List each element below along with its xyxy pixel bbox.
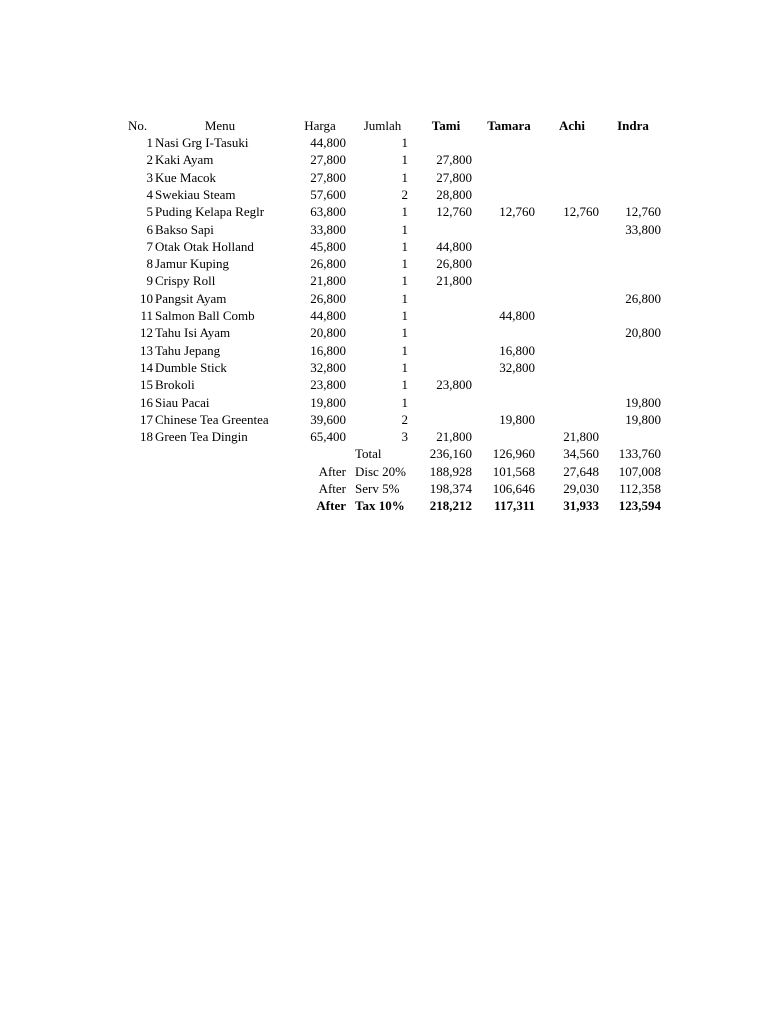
cell-achi: [537, 342, 599, 359]
cell-indra: 33,800: [625, 221, 661, 237]
summary-label: Disc 20%: [355, 463, 406, 479]
summary-achi: 34,560: [563, 446, 599, 462]
cell-menu: Kaki Ayam: [155, 152, 214, 168]
cell-no: 1: [146, 135, 153, 150]
cell-tami: 26,800: [436, 256, 472, 272]
cell-tamara: 16,800: [499, 342, 535, 358]
cell-no: 14: [140, 359, 153, 375]
cell-achi: [537, 238, 599, 255]
cell-menu: Jamur Kuping: [155, 256, 230, 272]
cell-harga: 65,400: [310, 429, 346, 445]
table-row: [0, 342, 768, 359]
cell-menu: Swekiau Steam: [155, 186, 236, 202]
summary-tamara: 106,646: [492, 481, 535, 496]
cell-indra: 19,800: [625, 394, 661, 410]
cell-harga: 32,800: [310, 359, 346, 375]
summary-achi: 27,648: [563, 463, 599, 479]
cell-menu: Tahu Isi Ayam: [155, 325, 231, 341]
cell-menu: Chinese Tea Greentea: [155, 411, 269, 427]
cell-tami: [412, 324, 472, 341]
cell-menu: Salmon Ball Comb: [155, 308, 255, 323]
header-tamara: Tamara: [487, 118, 531, 133]
table-row: [0, 255, 768, 272]
cell-indra: [601, 376, 661, 393]
cell-indra: [601, 238, 661, 255]
table-row: [0, 428, 768, 445]
summary-indra: 112,358: [619, 481, 661, 496]
cell-jumlah: 1: [401, 377, 408, 393]
header-jumlah: Jumlah: [363, 118, 402, 133]
cell-no: 7: [146, 238, 153, 254]
cell-no: 6: [146, 221, 153, 237]
cell-menu: Pangsit Ayam: [155, 290, 227, 306]
header-tami: Tami: [431, 118, 461, 133]
cell-no: 9: [146, 273, 153, 289]
cell-harga: 20,800: [310, 325, 346, 341]
cell-tami: [412, 134, 472, 151]
summary-row: [0, 445, 768, 462]
cell-achi: [537, 272, 599, 289]
cell-tami: [412, 394, 472, 411]
cell-achi: [537, 411, 599, 428]
cell-menu: Dumble Stick: [155, 359, 227, 375]
cell-tamara: [474, 134, 535, 151]
summary-label-after: After: [318, 481, 346, 496]
cell-tamara: 44,800: [499, 308, 535, 323]
cell-harga: 27,800: [310, 152, 346, 168]
cell-harga: 27,800: [310, 169, 346, 185]
cell-tamara: 19,800: [499, 411, 535, 427]
cell-no: 8: [146, 256, 153, 272]
cell-tami: 23,800: [436, 377, 472, 393]
cell-harga: 44,800: [310, 135, 346, 150]
cell-tamara: [474, 428, 535, 445]
summary-tami: 188,928: [429, 463, 472, 479]
cell-harga: 16,800: [310, 342, 346, 358]
cell-tami: 28,800: [436, 186, 472, 202]
cell-no: 15: [140, 377, 153, 393]
summary-indra: 133,760: [618, 446, 661, 462]
summary-tamara: 117,311: [494, 498, 535, 514]
cell-tami: 27,800: [436, 169, 472, 185]
cell-no: 11: [140, 308, 153, 323]
cell-indra: [601, 255, 661, 272]
cell-jumlah: 2: [401, 411, 408, 427]
cell-achi: [537, 394, 599, 411]
cell-achi: 12,760: [563, 204, 599, 220]
cell-tamara: [474, 238, 535, 255]
cell-no: 13: [140, 342, 153, 358]
summary-tamara: 101,568: [492, 463, 535, 479]
cell-indra: [601, 307, 661, 324]
cell-indra: [601, 272, 661, 289]
cell-no: 18: [140, 429, 153, 445]
table-row: [0, 203, 768, 220]
cell-jumlah: 1: [401, 342, 408, 358]
summary-tami: 218,212: [429, 498, 472, 514]
cell-tamara: [474, 169, 535, 186]
table-row: [0, 307, 768, 324]
cell-no: 3: [146, 169, 153, 185]
table-row: [0, 169, 768, 186]
cell-tamara: [474, 151, 535, 168]
cell-tami: [412, 307, 472, 324]
table-row: [0, 376, 768, 393]
cell-jumlah: 1: [401, 290, 408, 306]
cell-jumlah: 3: [401, 429, 408, 445]
cell-achi: [537, 255, 599, 272]
cell-indra: [601, 134, 661, 151]
cell-tami: [412, 359, 472, 376]
cell-tamara: [474, 186, 535, 203]
cell-no: 17: [140, 411, 153, 427]
header-harga: Harga: [304, 118, 336, 133]
cell-tami: 44,800: [436, 238, 472, 254]
cell-achi: [537, 151, 599, 168]
cell-harga: 44,800: [310, 308, 346, 323]
cell-indra: [601, 428, 661, 445]
cell-harga: 57,600: [310, 186, 346, 202]
table-row: [0, 290, 768, 307]
table-row: [0, 359, 768, 376]
cell-jumlah: 1: [401, 221, 408, 237]
cell-achi: [537, 169, 599, 186]
cell-jumlah: 2: [401, 186, 408, 202]
cell-achi: 21,800: [563, 429, 599, 445]
cell-tamara: 12,760: [499, 204, 535, 220]
cell-jumlah: 1: [401, 359, 408, 375]
cell-jumlah: 1: [401, 152, 408, 168]
cell-tamara: [474, 221, 535, 238]
cell-menu: Brokoli: [155, 377, 195, 393]
cell-harga: 19,800: [310, 394, 346, 410]
header-menu: Menu: [204, 118, 236, 133]
cell-menu: Green Tea Dingin: [155, 429, 248, 445]
cell-tami: 12,760: [436, 204, 472, 220]
cell-menu: Nasi Grg I-Tasuki: [155, 135, 249, 150]
summary-tami: 198,374: [429, 481, 472, 496]
table-row: [0, 151, 768, 168]
cell-jumlah: 1: [401, 325, 408, 341]
cell-jumlah: 1: [401, 273, 408, 289]
cell-indra: [601, 151, 661, 168]
summary-label: Total: [355, 446, 382, 462]
cell-indra: 26,800: [625, 290, 661, 306]
cell-achi: [537, 376, 599, 393]
summary-indra: 123,594: [618, 498, 661, 514]
cell-achi: [537, 186, 599, 203]
header-achi: Achi: [559, 118, 585, 133]
cell-jumlah: 1: [401, 169, 408, 185]
cell-no: 4: [146, 186, 153, 202]
summary-achi: 31,933: [563, 498, 599, 514]
cell-tami: 21,800: [436, 273, 472, 289]
summary-label-after: After: [318, 463, 346, 479]
cell-tamara: [474, 272, 535, 289]
cell-tami: [412, 290, 472, 307]
cell-menu: Siau Pacai: [155, 394, 210, 410]
cell-tamara: 32,800: [499, 359, 535, 375]
cell-indra: 19,800: [625, 411, 661, 427]
cell-indra: 12,760: [625, 204, 661, 220]
cell-achi: [537, 221, 599, 238]
cell-no: 5: [146, 204, 153, 220]
cell-harga: 26,800: [310, 256, 346, 272]
cell-jumlah: 1: [401, 256, 408, 272]
table-row: [0, 221, 768, 238]
cell-tamara: [474, 324, 535, 341]
header-indra: Indra: [617, 118, 649, 133]
header-no: No.: [128, 118, 148, 133]
summary-row: [0, 497, 768, 514]
cell-menu: Tahu Jepang: [155, 342, 221, 358]
cell-indra: [601, 169, 661, 186]
cell-menu: Puding Kelapa Reglr: [155, 204, 265, 220]
table-row: [0, 272, 768, 289]
table-row: [0, 238, 768, 255]
summary-label: Serv 5%: [355, 481, 400, 496]
cell-jumlah: 1: [401, 135, 408, 150]
cell-jumlah: 1: [401, 394, 408, 410]
header-row: [0, 117, 768, 134]
table-row: [0, 324, 768, 341]
summary-label-after: After: [316, 498, 346, 514]
cell-tami: 21,800: [436, 429, 472, 445]
cell-tami: [412, 342, 472, 359]
cell-tamara: [474, 394, 535, 411]
cell-tami: [412, 221, 472, 238]
cell-harga: 23,800: [310, 377, 346, 393]
cell-indra: 20,800: [625, 325, 661, 341]
cell-tamara: [474, 376, 535, 393]
cell-harga: 26,800: [310, 290, 346, 306]
cell-tami: [412, 411, 472, 428]
summary-indra: 107,008: [618, 463, 661, 479]
cell-menu: Kue Macok: [155, 169, 217, 185]
table-row: [0, 411, 768, 428]
cell-achi: [537, 307, 599, 324]
cell-menu: Bakso Sapi: [155, 221, 214, 237]
cell-no: 12: [140, 325, 153, 341]
summary-label-after: [290, 445, 346, 462]
summary-tamara: 126,960: [492, 446, 535, 462]
cell-harga: 45,800: [310, 238, 346, 254]
cell-tami: 27,800: [436, 152, 472, 168]
cell-no: 16: [140, 394, 153, 410]
cell-indra: [601, 359, 661, 376]
table-row: [0, 394, 768, 411]
summary-row: [0, 480, 768, 497]
cell-harga: 63,800: [310, 204, 346, 220]
table-row: [0, 186, 768, 203]
cell-jumlah: 1: [401, 238, 408, 254]
cell-jumlah: 1: [401, 308, 408, 323]
table-row: [0, 134, 768, 151]
cell-achi: [537, 134, 599, 151]
summary-achi: 29,030: [563, 481, 599, 496]
cell-harga: 39,600: [310, 411, 346, 427]
cell-menu: Crispy Roll: [155, 273, 216, 289]
cell-no: 2: [146, 152, 153, 168]
cell-achi: [537, 359, 599, 376]
cell-harga: 21,800: [310, 273, 346, 289]
summary-row: [0, 463, 768, 480]
cell-achi: [537, 290, 599, 307]
cell-achi: [537, 324, 599, 341]
cell-tamara: [474, 255, 535, 272]
cell-jumlah: 1: [401, 204, 408, 220]
cell-no: 10: [140, 290, 153, 306]
summary-label: Tax 10%: [355, 498, 405, 514]
cell-indra: [601, 186, 661, 203]
cell-indra: [601, 342, 661, 359]
summary-tami: 236,160: [429, 446, 472, 462]
cell-tamara: [474, 290, 535, 307]
cell-menu: Otak Otak Holland: [155, 238, 254, 254]
cell-harga: 33,800: [310, 221, 346, 237]
